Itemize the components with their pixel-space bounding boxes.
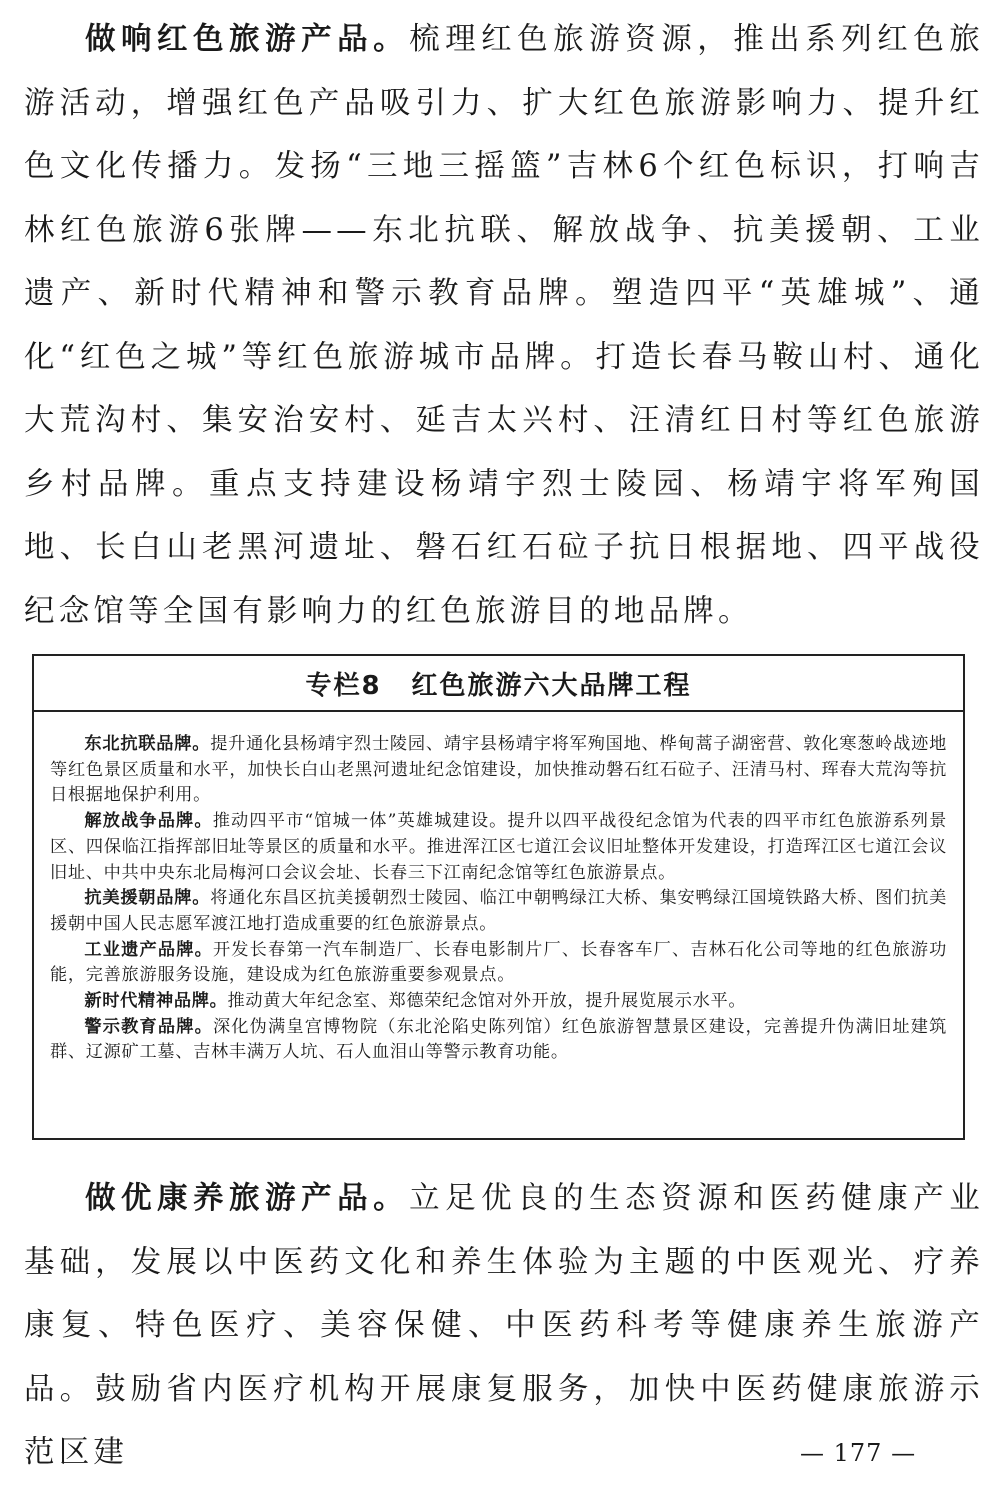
feature-item-text: 提升通化县杨靖宇烈士陵园、靖宇县杨靖宇将军殉国地、桦甸蒿子湖密营、敦化寒葱岭战迹地等红色景区质量和水平，加快长白山老黑河遗址纪念馆建设，加快推动磐石红石砬子、汪清马村、珲春大荒沟等抗日根据地保护利用。	[50, 734, 947, 806]
feature-item	[50, 809, 947, 886]
feature-item-lead: 东北抗联品牌。	[84, 734, 211, 754]
feature-item	[50, 886, 947, 937]
feature-box	[32, 654, 965, 1140]
feature-item	[50, 989, 947, 1015]
feature-item-lead: 新时代精神品牌。	[84, 991, 228, 1012]
paragraph-text: 立足优良的生态资源和医药健康产业基础，发展以中医药文化和养生体验为主题的中医观光、疗养康复、特色医疗、美容保健、中医药科考等健康养生旅游产品。鼓励省内医疗机构开展康复服务，加快中医药健康旅游示范区建	[24, 1181, 984, 1470]
feature-item	[50, 1015, 947, 1066]
feature-item-text: 开发长春第一汽车制造厂、长春电影制片厂、长春客车厂、吉林石化公司等地的红色旅游功能，完善旅游服务设施，建设成为红色旅游重要参观景点。	[50, 939, 947, 986]
feature-item-lead: 警示教育品牌。	[84, 1016, 213, 1037]
paragraph-lead-heading: 做优康养旅游产品。	[85, 1181, 410, 1216]
feature-item-text: 推动黄大年纪念室、郑德荣纪念馆对外开放，提升展览展示水平。	[227, 991, 747, 1012]
feature-box-title: 红色旅游六大品牌工程	[411, 670, 692, 701]
paragraph-lead-heading: 做响红色旅游产品。	[85, 22, 410, 57]
feature-item-lead: 解放战争品牌。	[84, 811, 213, 832]
feature-box-label: 专栏8	[305, 670, 382, 701]
feature-box-body	[34, 712, 963, 1066]
page-number: — 177 —	[800, 1439, 917, 1467]
body-paragraph-wellness-tourism	[24, 1167, 984, 1485]
feature-item-text: 深化伪满皇宫博物院（东北沦陷史陈列馆）红色旅游智慧景区建设，完善提升伪满旧址建筑群、辽源矿工墓、吉林丰满万人坑、石人血泪山等警示教育功能。	[50, 1016, 947, 1063]
feature-item	[50, 732, 947, 809]
feature-item-lead: 抗美援朝品牌。	[84, 888, 211, 909]
feature-box-header	[34, 656, 963, 712]
feature-item-text: 推动四平市“馆城一体”英雄城建设。提升以四平战役纪念馆为代表的四平市红色旅游系列景区、四保临江指挥部旧址等景区的质量和水平。推进浑江区七道江会议旧址整体开发建设，打造珲江区七道江会议旧址、中共中央东北局梅河口会议会址、长春三下江南纪念馆等红色旅游景点。	[50, 811, 947, 883]
feature-item	[50, 938, 947, 989]
paragraph-text: 梳理红色旅游资源，推出系列红色旅游活动，增强红色产品吸引力、扩大红色旅游影响力、提升红色文化传播力。发扬“三地三摇篮”吉林6个红色标识，打响吉林红色旅游6张牌——东北抗联、解放战争、抗美援朝、工业遗产、新时代精神和警示教育品牌。塑造四平“英雄城”、通化“红色之城”等红色旅游城市品牌。打造长春马鞍山村、通化大荒沟村、集安治安村、延吉太兴村、汪清红日村等红色旅游乡村品牌。重点支持建设杨靖宇烈士陵园、杨靖宇将军殉国地、长白山老黑河遗址、磐石红石砬子抗日根据地、四平战役纪念馆等全国有影响力的红色旅游目的地品牌。	[24, 22, 984, 629]
feature-item-lead: 工业遗产品牌。	[84, 939, 213, 960]
body-paragraph-red-tourism	[24, 8, 984, 643]
feature-item-text: 将通化东昌区抗美援朝烈士陵园、临江中朝鸭绿江大桥、集安鸭绿江国境铁路大桥、图们抗美援朝中国人民志愿军渡江地打造成重要的红色旅游景点。	[50, 888, 947, 934]
